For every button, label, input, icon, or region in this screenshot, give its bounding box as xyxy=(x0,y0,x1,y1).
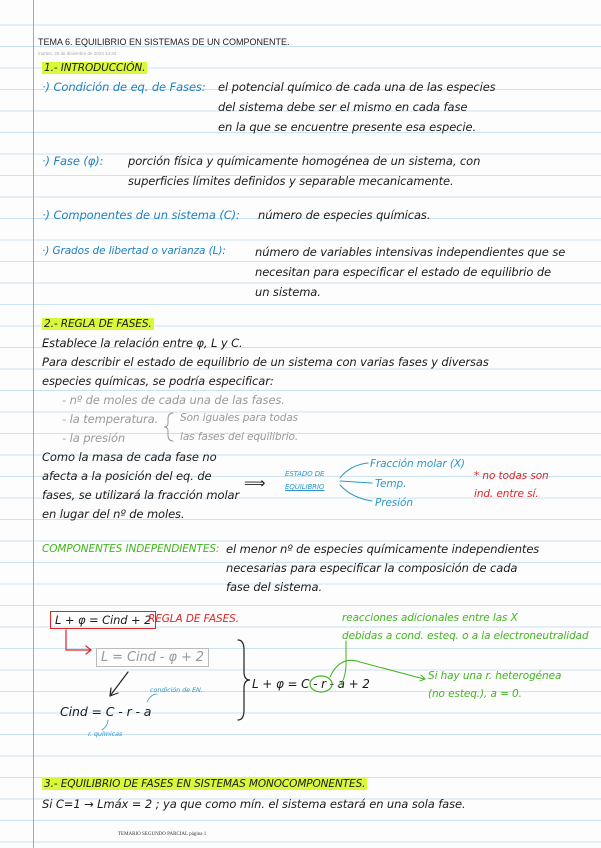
term-condicion-equilibrio: ·) Condición de eq. de Fases: xyxy=(42,80,206,94)
s2-item-presion: - la presión xyxy=(62,431,126,445)
def-fase-l2: superficies límites definidos y separable mecanicamente. xyxy=(128,174,454,188)
def-libertad-l1: número de variables intensivas independientes que se xyxy=(255,245,566,259)
masa-l3: fases, se utilizará la fracción molar xyxy=(42,488,240,502)
full-formula: L + φ = C - r - a + 2 xyxy=(252,677,370,691)
circle-a xyxy=(310,676,332,692)
note-no-independientes-l1: * no todas son xyxy=(474,470,549,482)
def-ci-l3: fase del sistema. xyxy=(226,580,323,594)
cond-en-label: condición de EN. xyxy=(150,686,203,694)
s2-line-3: especies químicas, se podría especificar: xyxy=(42,374,274,388)
term-componentes-independientes: COMPONENTES INDEPENDIENTES: xyxy=(42,543,220,555)
estado-equilibrio-l1: ESTADO DE xyxy=(285,470,325,478)
s2-item-temperatura: - la temperatura. xyxy=(62,412,159,426)
black-brace xyxy=(238,640,250,720)
implies-arrow: ⟹ xyxy=(244,474,266,492)
branch-line-temp xyxy=(340,481,372,483)
branch-line-presion xyxy=(340,485,372,501)
term-componentes: ·) Componentes de un sistema (C): xyxy=(42,208,240,222)
section-2-heading: 2.- REGLA DE FASES. xyxy=(44,318,152,330)
estado-equilibrio-l2: EQUILIBRIO xyxy=(285,483,325,491)
green-note-l2: debidas a cond. esteq. o a la electroneutralidad xyxy=(342,630,589,642)
note-no-independientes-l2: ind. entre sí. xyxy=(474,488,539,500)
r-quimicas-pointer xyxy=(102,720,108,730)
def-ci-l1: el menor nº de especies químicamente independientes xyxy=(226,542,540,556)
date-time: martes, 26 de diciembre de 2023 13:34 xyxy=(38,51,117,56)
cind-formula: Cind = C - r - a xyxy=(60,704,152,719)
page-footer: TEMARIO SEGUNDO PARCIAL página 1 xyxy=(118,832,207,837)
section-3-heading: 3.- EQUILIBRIO DE FASES EN SISTEMAS MONOCOMPONENTES. xyxy=(44,778,366,790)
s2-item-moles: - nº de moles de cada una de las fases. xyxy=(62,393,285,407)
masa-l1: Como la masa de cada fase no xyxy=(42,450,217,464)
rule-box: L + φ = Cind + 2 xyxy=(50,611,156,629)
rule-label: REGLA DE FASES. xyxy=(148,613,239,625)
green-pointer-up xyxy=(338,641,346,686)
def-ci-l2: necesarias para especificar la composición de cada xyxy=(226,561,518,575)
def-libertad-l3: un sistema. xyxy=(255,285,321,299)
down-arrow xyxy=(110,672,128,696)
masa-l2: afecta a la posición del eq. de xyxy=(42,469,212,483)
def-fase-l1: porción física y químicamente homogénea de un sistema, con xyxy=(128,154,481,168)
def-libertad-l2: necesitan para especificar el estado de equilibrio de xyxy=(255,265,551,279)
green-note-l3: Si hay una r. heterogénea xyxy=(428,670,562,682)
section-1-heading: 1.- INTRODUCCIÓN. xyxy=(44,62,146,74)
brace-note-l2: las fases del equilibrio. xyxy=(180,431,299,443)
branch-line-fraccion xyxy=(340,463,368,478)
term-fase: ·) Fase (φ): xyxy=(42,154,104,168)
page-title: TEMA 6. EQUILIBRIO EN SISTEMAS DE UN COMPONENTE. xyxy=(38,37,290,47)
s3-line-1: Si C=1 → Lmáx = 2 ; ya que como mín. el sistema estará en una sola fase. xyxy=(42,797,466,811)
s2-line-1: Establece la relación entre φ, L y C. xyxy=(42,336,243,350)
gray-brace xyxy=(164,413,173,441)
def-condicion-l3: en la que se encuentre presente esa especie. xyxy=(218,120,477,134)
def-componentes: número de especies químicas. xyxy=(258,208,431,222)
def-condicion-l1: el potencial químico de cada una de las especies xyxy=(218,80,496,94)
masa-l4: en lugar del nº de moles. xyxy=(42,507,185,521)
r-quimicas-label: r. químicas xyxy=(88,730,123,738)
brace-note-l1: Son iguales para todas xyxy=(180,412,299,424)
green-note-l4: (no esteq.), a = 0. xyxy=(428,688,522,700)
branch-temperatura: Temp. xyxy=(375,478,407,490)
branch-presion: Presión xyxy=(375,497,413,509)
branch-fraccion-molar: Fracción molar (X) xyxy=(370,458,465,470)
cond-en-pointer xyxy=(147,694,157,702)
green-note-l1: reacciones adicionales entre las X xyxy=(342,612,518,624)
s2-line-2: Para describir el estado de equilibrio de un sistema con varias fases y diversas xyxy=(42,355,489,369)
def-condicion-l2: del sistema debe ser el mismo en cada fase xyxy=(218,100,468,114)
term-grados-libertad: ·) Grados de libertad o varianza (L): xyxy=(42,245,226,257)
rule-rearranged-box: L = Cind - φ + 2 xyxy=(96,648,209,667)
